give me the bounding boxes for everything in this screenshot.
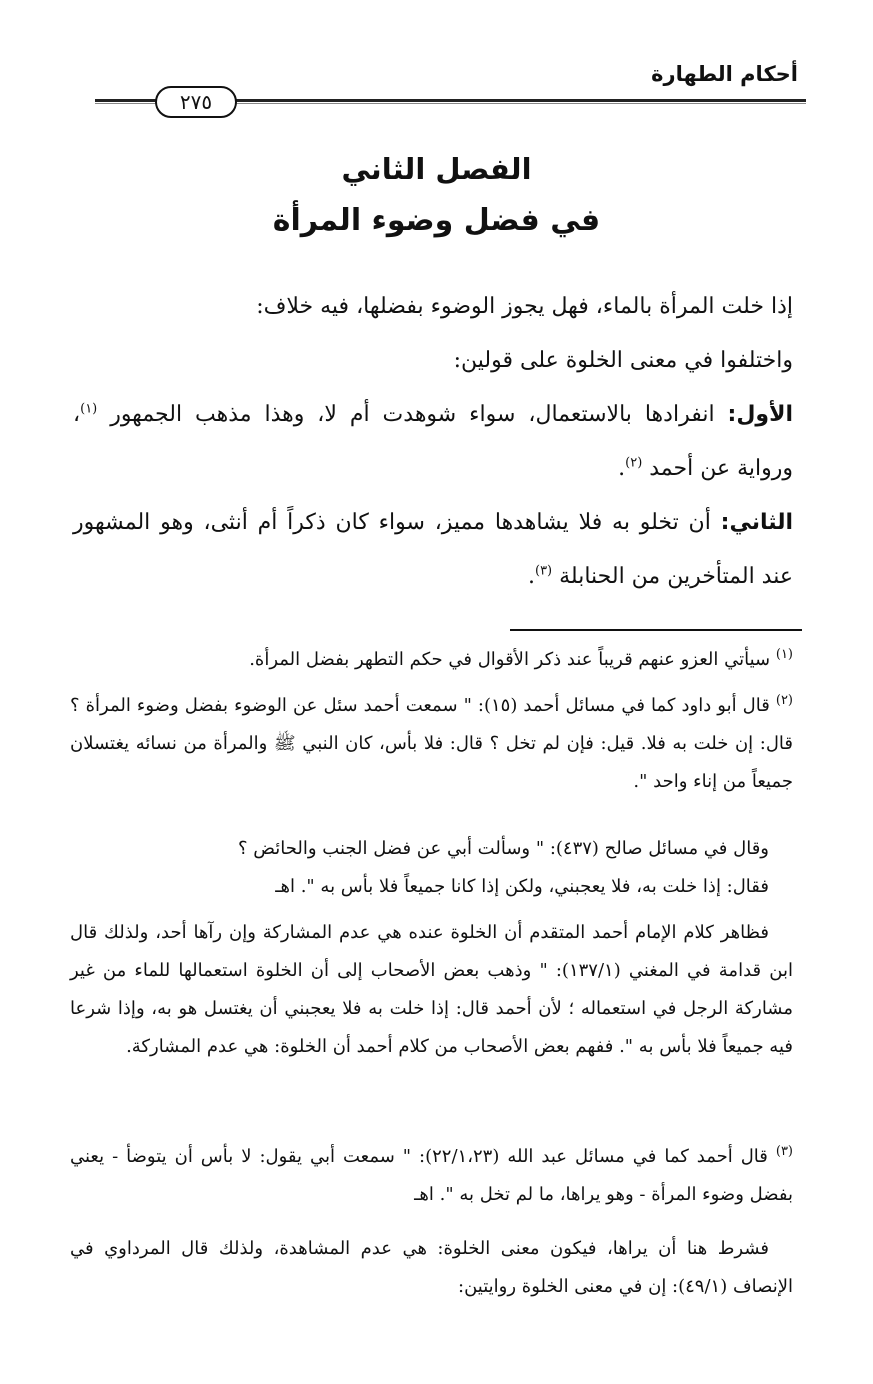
footnote-2-saleh-question <box>70 830 793 868</box>
footnote-3 <box>70 1138 793 1214</box>
footnote-1-text: سيأتي العزو عنهم قريباً عند ذكر الأقوال في حكم التطهر بفضل المرأة. <box>249 649 776 670</box>
footnote-ref-3[interactable]: (٣) <box>534 563 553 579</box>
footnote-2 <box>70 687 793 801</box>
footnote-separator <box>510 629 802 631</box>
first-opinion-text-c: . <box>618 456 626 481</box>
first-opinion-text-b: ، ورواية عن أحمد <box>73 402 793 481</box>
footnote-1 <box>70 641 793 679</box>
footnote-2-text: قال أبو داود كما في مسائل أحمد (١٥): " سمعت أحمد سئل عن الوضوء بفضل وضوء المرأة ؟ قال: إن خلت به فلا. قيل: فإن لم تخل ؟ قال: فلا بأس، كان النبي ﷺ والمرأة من نسائه يغتسلان جميعاً من إناء واحد ". <box>70 695 793 792</box>
footnote-1-marker: (١) <box>775 647 793 662</box>
second-opinion-text-b: . <box>527 564 535 589</box>
footnote-3-text: قال أحمد كما في مسائل عبد الله (٢٢/١،٢٣): " سمعت أبي يقول: لا بأس أن يتوضأ - يعني بفضل وضوء المرأة - وهو يراها، ما لم تخل به ". اهـ <box>70 1146 793 1205</box>
running-title: أحكام الطهارة <box>651 62 798 86</box>
footnote-2-para: فظاهر كلام الإمام أحمد المتقدم أن الخلوة عنده هي عدم المشاركة وإن رآها أحد، ولذلك قال ابن قدامة في المغني (١٣٧/١): " وذهب بعض الأصحاب إلى أن الخلوة استعمالها للماء من غير مشاركة الرجل في استعماله ؛ لأن أحمد قال: إذا خلت به فلا يعجبني أن يغتسل هو به، وإذا شرعا فيه جميعاً فلا بأس به ". ففهم بعض الأصحاب من كلام أحمد أن الخلوة: هي عدم المشاركة. <box>70 922 793 1057</box>
footnote-2-marker: (٢) <box>775 693 793 708</box>
footnote-2-commentary <box>70 914 793 1066</box>
footnote-2-saleh-a: وقال في مسائل صالح (٤٣٧): " وسألت أبي عن فضل الجنب والحائض ؟ <box>237 838 769 859</box>
second-opinion-text-a: أن تخلو به فلا يشاهدها مميز، سواء كان ذكراً أم أنثى، وهو المشهور عند المتأخرين من الحنابلة <box>73 510 793 589</box>
footnote-ref-1[interactable]: (١) <box>80 401 98 417</box>
chapter-subtitle: في فضل وضوء المرأة <box>272 203 601 238</box>
paragraph-second-opinion <box>73 496 793 604</box>
chapter-title: الفصل الثاني <box>341 152 532 186</box>
footnote-3-para: فشرط هنا أن يراها، فيكون معنى الخلوة: هي عدم المشاهدة، ولذلك قال المرداوي في الإنصاف (٤٩/١): إن في معنى الخلوة روايتين: <box>70 1238 793 1297</box>
footnote-2-saleh-answer <box>70 868 793 906</box>
paragraph-first-opinion <box>73 388 793 496</box>
second-opinion-term: الثاني: <box>720 510 793 535</box>
first-opinion-text-a: انفرادها بالاستعمال، سواء شوهدت أم لا، وهذا مذهب الجمهور <box>97 402 728 427</box>
footnote-ref-2[interactable]: (٢) <box>625 455 643 471</box>
footnote-2-saleh-b: فقال: إذا خلت به، فلا يعجبني، ولكن إذا كانا جميعاً فلا بأس به ". اهـ <box>275 876 769 897</box>
paragraph-disagreement: واختلفوا في معنى الخلوة على قولين: <box>453 348 793 373</box>
footnote-3-marker: (٣) <box>775 1144 793 1159</box>
paragraph-intro: إذا خلت المرأة بالماء، فهل يجوز الوضوء بفضلها، فيه خلاف: <box>256 294 793 319</box>
first-opinion-term: الأول: <box>727 402 793 427</box>
page-number: ٢٧٥ <box>155 86 237 118</box>
footnote-3-commentary <box>70 1230 793 1306</box>
